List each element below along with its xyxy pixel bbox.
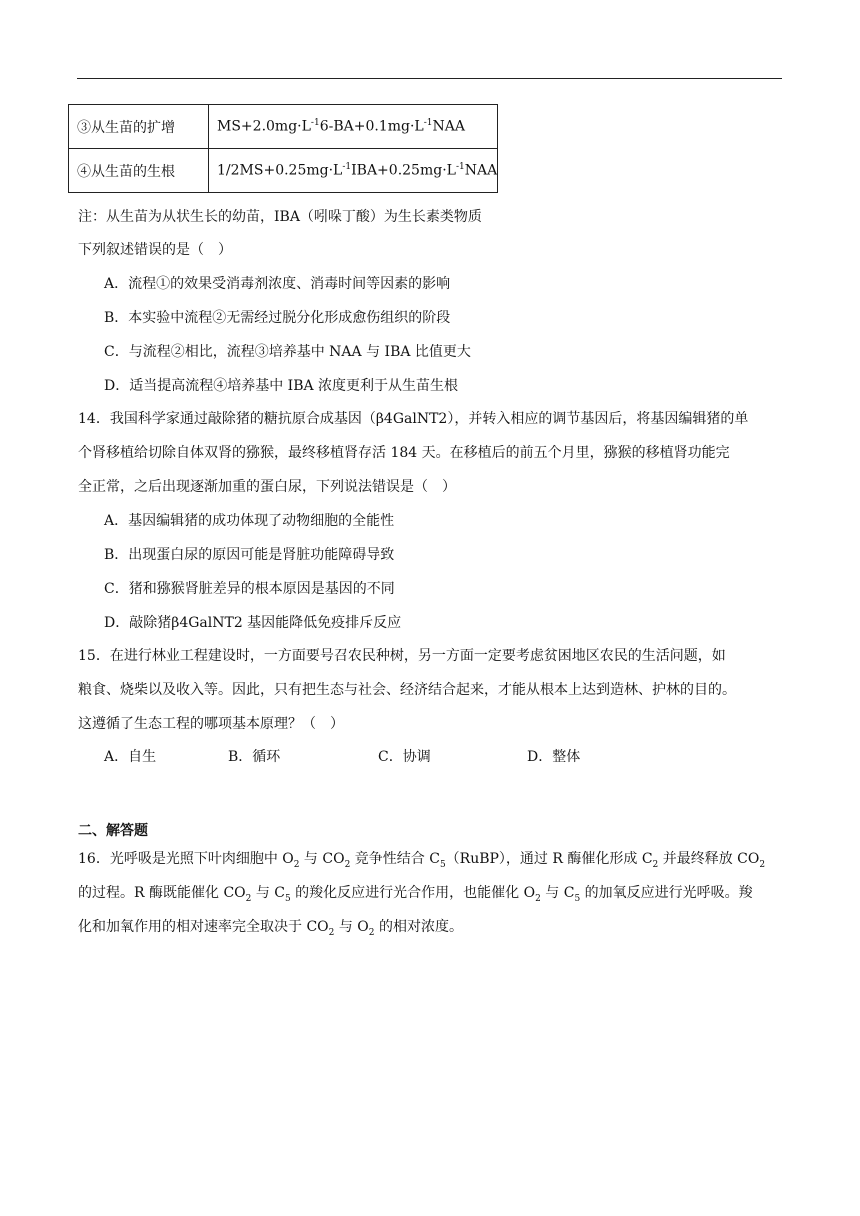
- question-15-line: 这遵循了生态工程的哪项基本原理？（ ）: [78, 716, 344, 732]
- q13-option-d: D．适当提高流程④培养基中 IBA 浓度更利于从生苗生根: [104, 378, 459, 394]
- medium-formula: $MS+2.0mg\cdot L^{-1}6-BA+0.1mg\cdot L^{-1}NAA$: [209, 105, 498, 149]
- q15-option-d: D．整体: [527, 749, 581, 765]
- question-16-line: 16．光呼吸是光照下叶肉细胞中 $O_2$ 与 $CO_2$ 竞争性结合 $C_5(RuBP)$，通过 R 酶催化形成 $C_2$ 并最终释放 $CO_2$: [78, 851, 766, 870]
- question-15-line: 15．在进行林业工程建设时，一方面要号召农民种树，另一方面一定要考虑贫困地区农民的生活问题，如: [78, 648, 726, 664]
- table-row: [69, 149, 498, 193]
- question-14-line: 14．我国科学家通过敲除猪的糖抗原合成基因（β4GalNT2），并转入相应的调节基因后，将基因编辑猪的单: [78, 411, 749, 427]
- question-15-line: 粮食、烧柴以及收入等。因此，只有把生态与社会、经济结合起来，才能从根本上达到造林、护林的目的。: [78, 682, 736, 698]
- question-16-line: 的过程。R 酶既能催化 $CO_2$ 与 $C_5$ 的羧化反应进行光合作用，也能催化 $O_2$ 与 $C_5$ 的加氧反应进行光呼吸。羧: [78, 885, 753, 904]
- culture-medium-table: [68, 104, 498, 193]
- q14-option-b: B．出现蛋白尿的原因可能是肾脏功能障碍导致: [104, 547, 395, 563]
- q13-option-a: A．流程①的效果受消毒剂浓度、消毒时间等因素的影响: [104, 276, 451, 292]
- q13-option-c: C．与流程②相比，流程③培养基中 NAA 与 IBA 比值更大: [104, 344, 471, 360]
- question-16-line: 化和加氧作用的相对速率完全取决于 $CO_2$ 与 $O_2$ 的相对浓度。: [78, 919, 463, 938]
- step-label: ③从生苗的扩增: [69, 105, 209, 149]
- question-14-line: 全正常，之后出现逐渐加重的蛋白尿，下列说法错误是（ ）: [78, 479, 456, 495]
- q15-option-b: B．循环: [228, 749, 281, 765]
- q15-option-c: C．协调: [378, 749, 431, 765]
- table-row: [69, 105, 498, 149]
- medium-formula: $1/2MS+0.25mg\cdot L^{-1}IBA+0.25mg\cdot L^{-1}NAA$: [209, 149, 498, 193]
- header-rule: [77, 78, 782, 79]
- q14-option-d: D．敲除猪β4GalNT2 基因能降低免疫排斥反应: [104, 615, 402, 631]
- q14-option-a: A．基因编辑猪的成功体现了动物细胞的全能性: [104, 513, 395, 529]
- step-label: ④从生苗的生根: [69, 149, 209, 193]
- q14-option-c: C．猪和猕猴肾脏差异的根本原因是基因的不同: [104, 581, 395, 597]
- question-14-line: 个肾移植给切除自体双肾的猕猴，最终移植肾存活 184 天。在移植后的前五个月里，猕猴的移植肾功能完: [78, 445, 730, 461]
- question-13-stem: 下列叙述错误的是（ ）: [78, 242, 232, 258]
- section-heading: 二、解答题: [78, 823, 148, 839]
- table-note: 注：从生苗为从状生长的幼苗，IBA（吲哚丁酸）为生长素类物质: [78, 209, 482, 225]
- q15-option-a: A．自生: [104, 749, 157, 765]
- q13-option-b: B．本实验中流程②无需经过脱分化形成愈伤组织的阶段: [104, 310, 451, 326]
